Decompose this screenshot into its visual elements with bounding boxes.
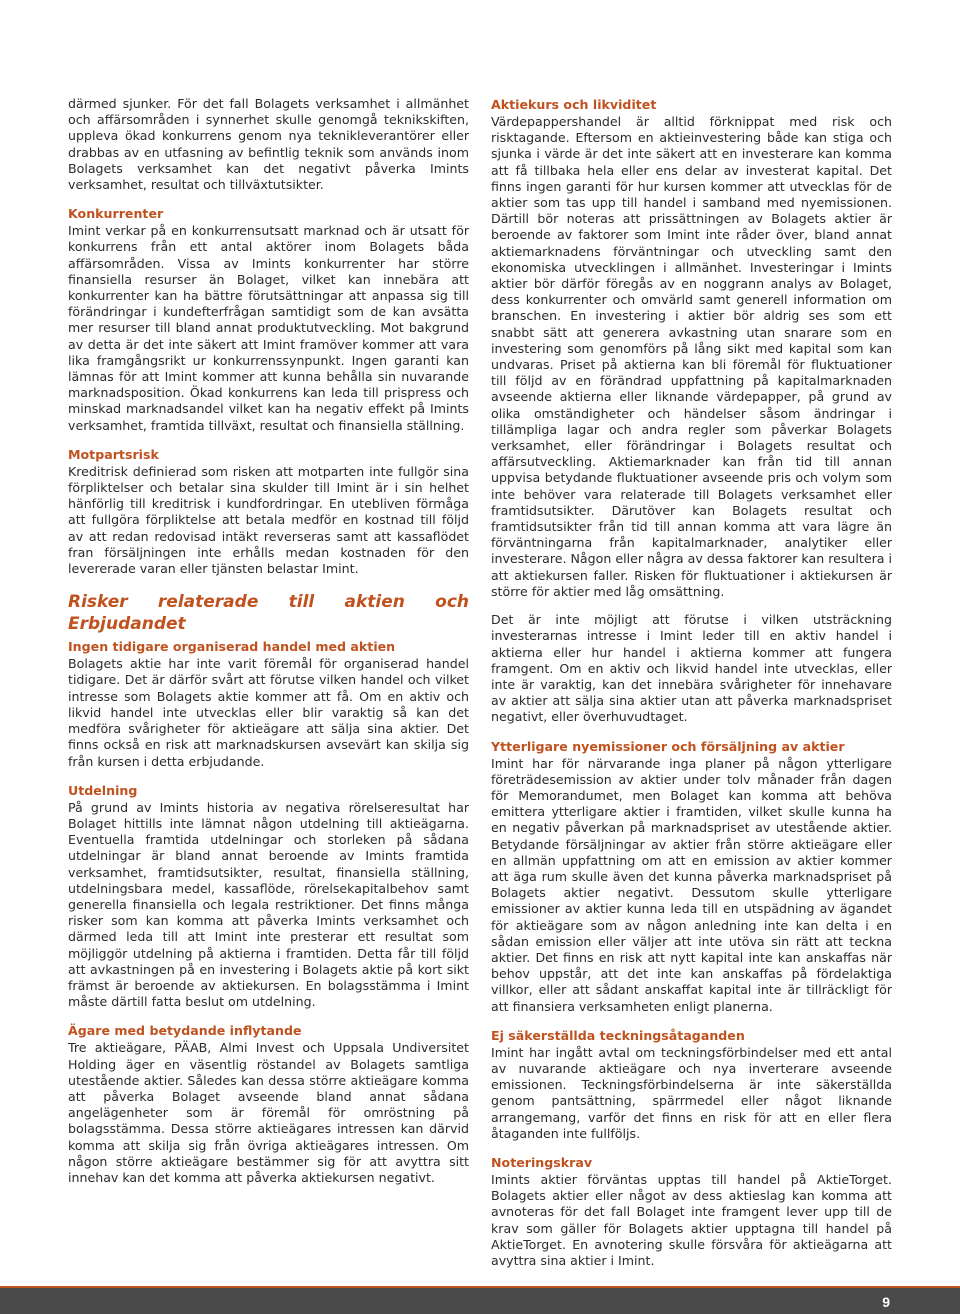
konkurrenter-heading: Konkurrenter xyxy=(68,206,164,222)
ingen-handel-paragraph: Bolagets aktie har inte varit föremål för organiserad handel tidigare. Det är därför svårt att förutse vilken handel och vilket intresse som Bolagets aktie kommer att få. Om en aktiv och likvid handel inte utvecklas eller blir varaktig så kan det medföra svårigheter för aktieägare att sälja sina aktier. Det finns också en risk att marknadskursen avsevärt kan skilja sig från kursen i detta erbjudande. xyxy=(68,656,469,769)
noteringskrav-paragraph: Imints aktier förväntas upptas till handel på AktieTorget. Bolagets aktier eller något av dess aktieslag kan komma att avnoteras för det fall Bolaget inte framgent lever upp till de krav som gäller för Bolagets aktier upptagna till handel på AktieTorget. En avnotering skulle försvåra för aktieägarna att avyttra sina aktier i Imint. xyxy=(491,1171,892,1268)
motpartsrisk-paragraph: Kreditrisk definierad som risken att motparten inte fullgör sina förpliktelser och betalar sina skulder till Imint är i sin helhet hänförlig till kreditrisk i kundfordringar. En utebliven förmåga att fullgöra förpliktelse att betala medför en kostnad till följd av att redan redovisad intäkt reverseras samt att kassaflödet fran försäljningen inte erhålls medan kostnaden för den levererade varan eller tjänsten belastar Imint. xyxy=(68,463,469,577)
aktiekurs-paragraph-2: Det är inte möjligt att förutse i vilken utsträckning investerarnas intresse i Imint leder till en aktiv handel i aktierna eller hur handel i aktierna kommer att fungera framgent. Om en aktiv och likvid handel inte utvecklas, eller inte är varaktig, kan det innebära svårigheter för innehavare av aktier att sälja sina aktier utan att påverka marknadspriset negativt, eller överhuvudtaget. xyxy=(491,612,892,725)
agare-heading: Ägare med betydande inflytande xyxy=(68,1023,302,1039)
page-number: 9 xyxy=(882,1294,890,1310)
ytterligare-paragraph: Imint har för närvarande inga planer på någon ytterligare företrädesemission av aktier under tolv månader från dagen för Memorandumet, men Bolaget kan komma att behöva emittera ytterligare aktier i framtiden, vilket skulle kunna ha en negativ påverkan på marknadspriset av utestående aktier. Betydande försäljningar av aktier från större aktieägare eller en allmän uppfattning om att en emission av aktier kommer att äga rum skulle även det kunna påverka marknadspriset på Bolagets aktier negativt. Dessutom skulle ytterligare emissioner av aktier kunna leda till en utspädning av ägandet för aktieägare som av någon anledning inte kan delta i en sådan emission eller väljer att inte utöva sin rätt att teckna aktier. Det finns en risk att nytt kapital inte kan anskaffas när behov uppstår, att det inte kan anskaffas på fördelaktiga villkor, eller att sådant anskaffat kapital inte är tillräckligt för att finansiera verksamheten enligt planerna. xyxy=(491,755,892,1014)
left-column xyxy=(68,96,469,1198)
agare-paragraph: Tre aktieägare, PÄAB, Almi Invest och Uppsala Undiversitet Holding äger en väsentlig röstandel av Bolagets samtliga utestående aktier. Således kan dessa större aktieägare komma att påverka Bolaget avseende bland annat sådana angelägenheter som är föremål för omröstning på bolagsstämma. Dessa större aktieägares intressen kan därvid komma att skilja sig från övriga aktieägares intressen. Om någon större aktieägare bestämmer sig för att avyttra sitt innehav kan det komma att påverka aktiekursen negativt. xyxy=(68,1040,469,1185)
intro-paragraph: därmed sjunker. För det fall Bolagets verksamhet i allmänhet och affärsområden i synnerhet skulle genomgå teknikskiften, uppleva ökad konkurrens genom nya teknikleverantörer eller drabbas av en utfasning av befintlig teknik som används inom Bolagets verksamhet kan det negativt påverka Imints verksamhet, resultat och tillväxtutsikter. xyxy=(68,96,469,193)
noteringskrav-heading: Noteringskrav xyxy=(491,1154,593,1170)
motpartsrisk-heading: Motpartsrisk xyxy=(68,446,159,462)
ej-sakerstallda-paragraph: Imint har ingått avtal om teckningsförbindelser med ett antal av nuvarande aktieägare och nya inverterare avseende emissionen. Teckningsförbindelserna är inte säkerställda genom pantsättning, spärrmedel eller något liknande arrangemang, varför det finns en risk för att en eller flera åtaganden inte fullföljs. xyxy=(491,1044,892,1141)
right-column xyxy=(491,96,892,1281)
footer-bar xyxy=(0,1288,960,1314)
aktiekurs-paragraph-1: Värdepappershandel är alltid förknippat med risk och risktagande. Eftersom en aktieinvestering både kan stiga och sjunka i värde är det inte säkert att en investerare kan komma att få tillbaka hela eller ens delar av investerat kapital. Det finns ingen garanti för hur kursen kommer att utvecklas för de aktier som tas upp till handel i samband med nyemissionen. Därtill bör noteras att prissättningen av Bolagets aktier är beroende av faktorer som Imint inte råder över, bland annat aktiemarknadens förväntningar och utveckling samt den ekonomiska utvecklingen i allmänhet. Investeringar i Imints aktier bör därför föregås av en noggrann analys av Bolaget, dess konkurrenter och omvärld samt generell information om branschen. En investering i aktier bör aldrig ses som ett snabbt sätt att generera avkastning utan snarare som en investering som genomförs på lång sikt med kapital som kan undvaras. Priset på aktierna kan bli föremål för fluktuationer till följd av en förändrad uppfattning på kapitalmarknaden avseende aktierna eller liknande värdepapper, på grund av olika omständigheter och händelser såsom ändringar i tillämpliga lagar och andra regler som påverkar Bolagets verksamhet, eller förändringar i Bolagets resultat och affärsutveckling. Aktiemarknader kan från tid till annan uppvisa betydande fluktuationer avseende pris och volym som inte behöver vara relaterade till Bolagets verksamhet eller framtidsutsikter. Därutöver kan Bolagets resultat och framtidsutsikter från tid till annan komma att vara lägre än förväntningarna från kapitalmarknader, analytiker eller investerare. Någon eller några av dessa faktorer kan resultera i att aktiekursen faller. Risken för fluktuationer i aktiekursen är större för aktier med låg omsättning. xyxy=(491,114,892,599)
ej-sakerstallda-heading: Ej säkerställda teckningsåtaganden xyxy=(491,1027,745,1043)
ingen-handel-heading: Ingen tidigare organiserad handel med aktien xyxy=(68,639,396,655)
ytterligare-heading: Ytterligare nyemissioner och försäljning av aktier xyxy=(491,738,845,754)
utdelning-heading: Utdelning xyxy=(68,782,138,798)
konkurrenter-paragraph: Imint verkar på en konkurrensutsatt marknad och är utsatt för konkurrens från ett antal aktörer inom Bolagets båda affärsområden. Vissa av Imints konkurrenter har större finansiella resurser än Bolaget, vilket kan innebära att konkurrenter kan ha bättre förutsättningar att anpassa sig till förändringar i kundefterfrågan samtidigt som de kan avsätta mer resurser till bland annat produktutveckling. Mot bakgrund av detta är det inte säkert att Imint framöver kommer att vara lika framgångsrikt ur konkurrenssynpunkt. Ingen garanti kan lämnas för att Imint kommer att kunna behålla sin nuvarande marknadsposition. Ökad konkurrens kan leda till prispress och minskad marknadsandel vilket kan ha negativ effekt på Imints verksamhet, framtida tillväxt, resultat och finansiella ställning. xyxy=(68,223,469,433)
section-heading: Risker relaterade till aktien och Erbjudandet xyxy=(68,592,469,635)
utdelning-paragraph: På grund av Imints historia av negativa rörelseresultat har Bolaget hittills inte lämnat någon utdelning till aktieägarna. Eventuella framtida utdelningar och storleken på sådana utdelningar är bland annat beroende av Imints framtida verksamhet, framtidsutsikter, resultat, finansiella ställning, utdelningsbara medel, kassaflöde, rörelsekapitalbehov samt generella finansiella och legala restriktioner. Det finns många risker som kan komma att påverka Imints verksamhet och därmed leda till att Imint inte presterar ett resultat som möjliggör utdelning på aktierna i framtiden. Detta får till följd att avkastningen på en investering i Bolagets aktie på kort sikt främst är beroende av aktiekursen. En bolagsstämma i Imint måste därtill fatta beslut om utdelning. xyxy=(68,799,469,1010)
aktiekurs-heading: Aktiekurs och likviditet xyxy=(491,97,657,112)
